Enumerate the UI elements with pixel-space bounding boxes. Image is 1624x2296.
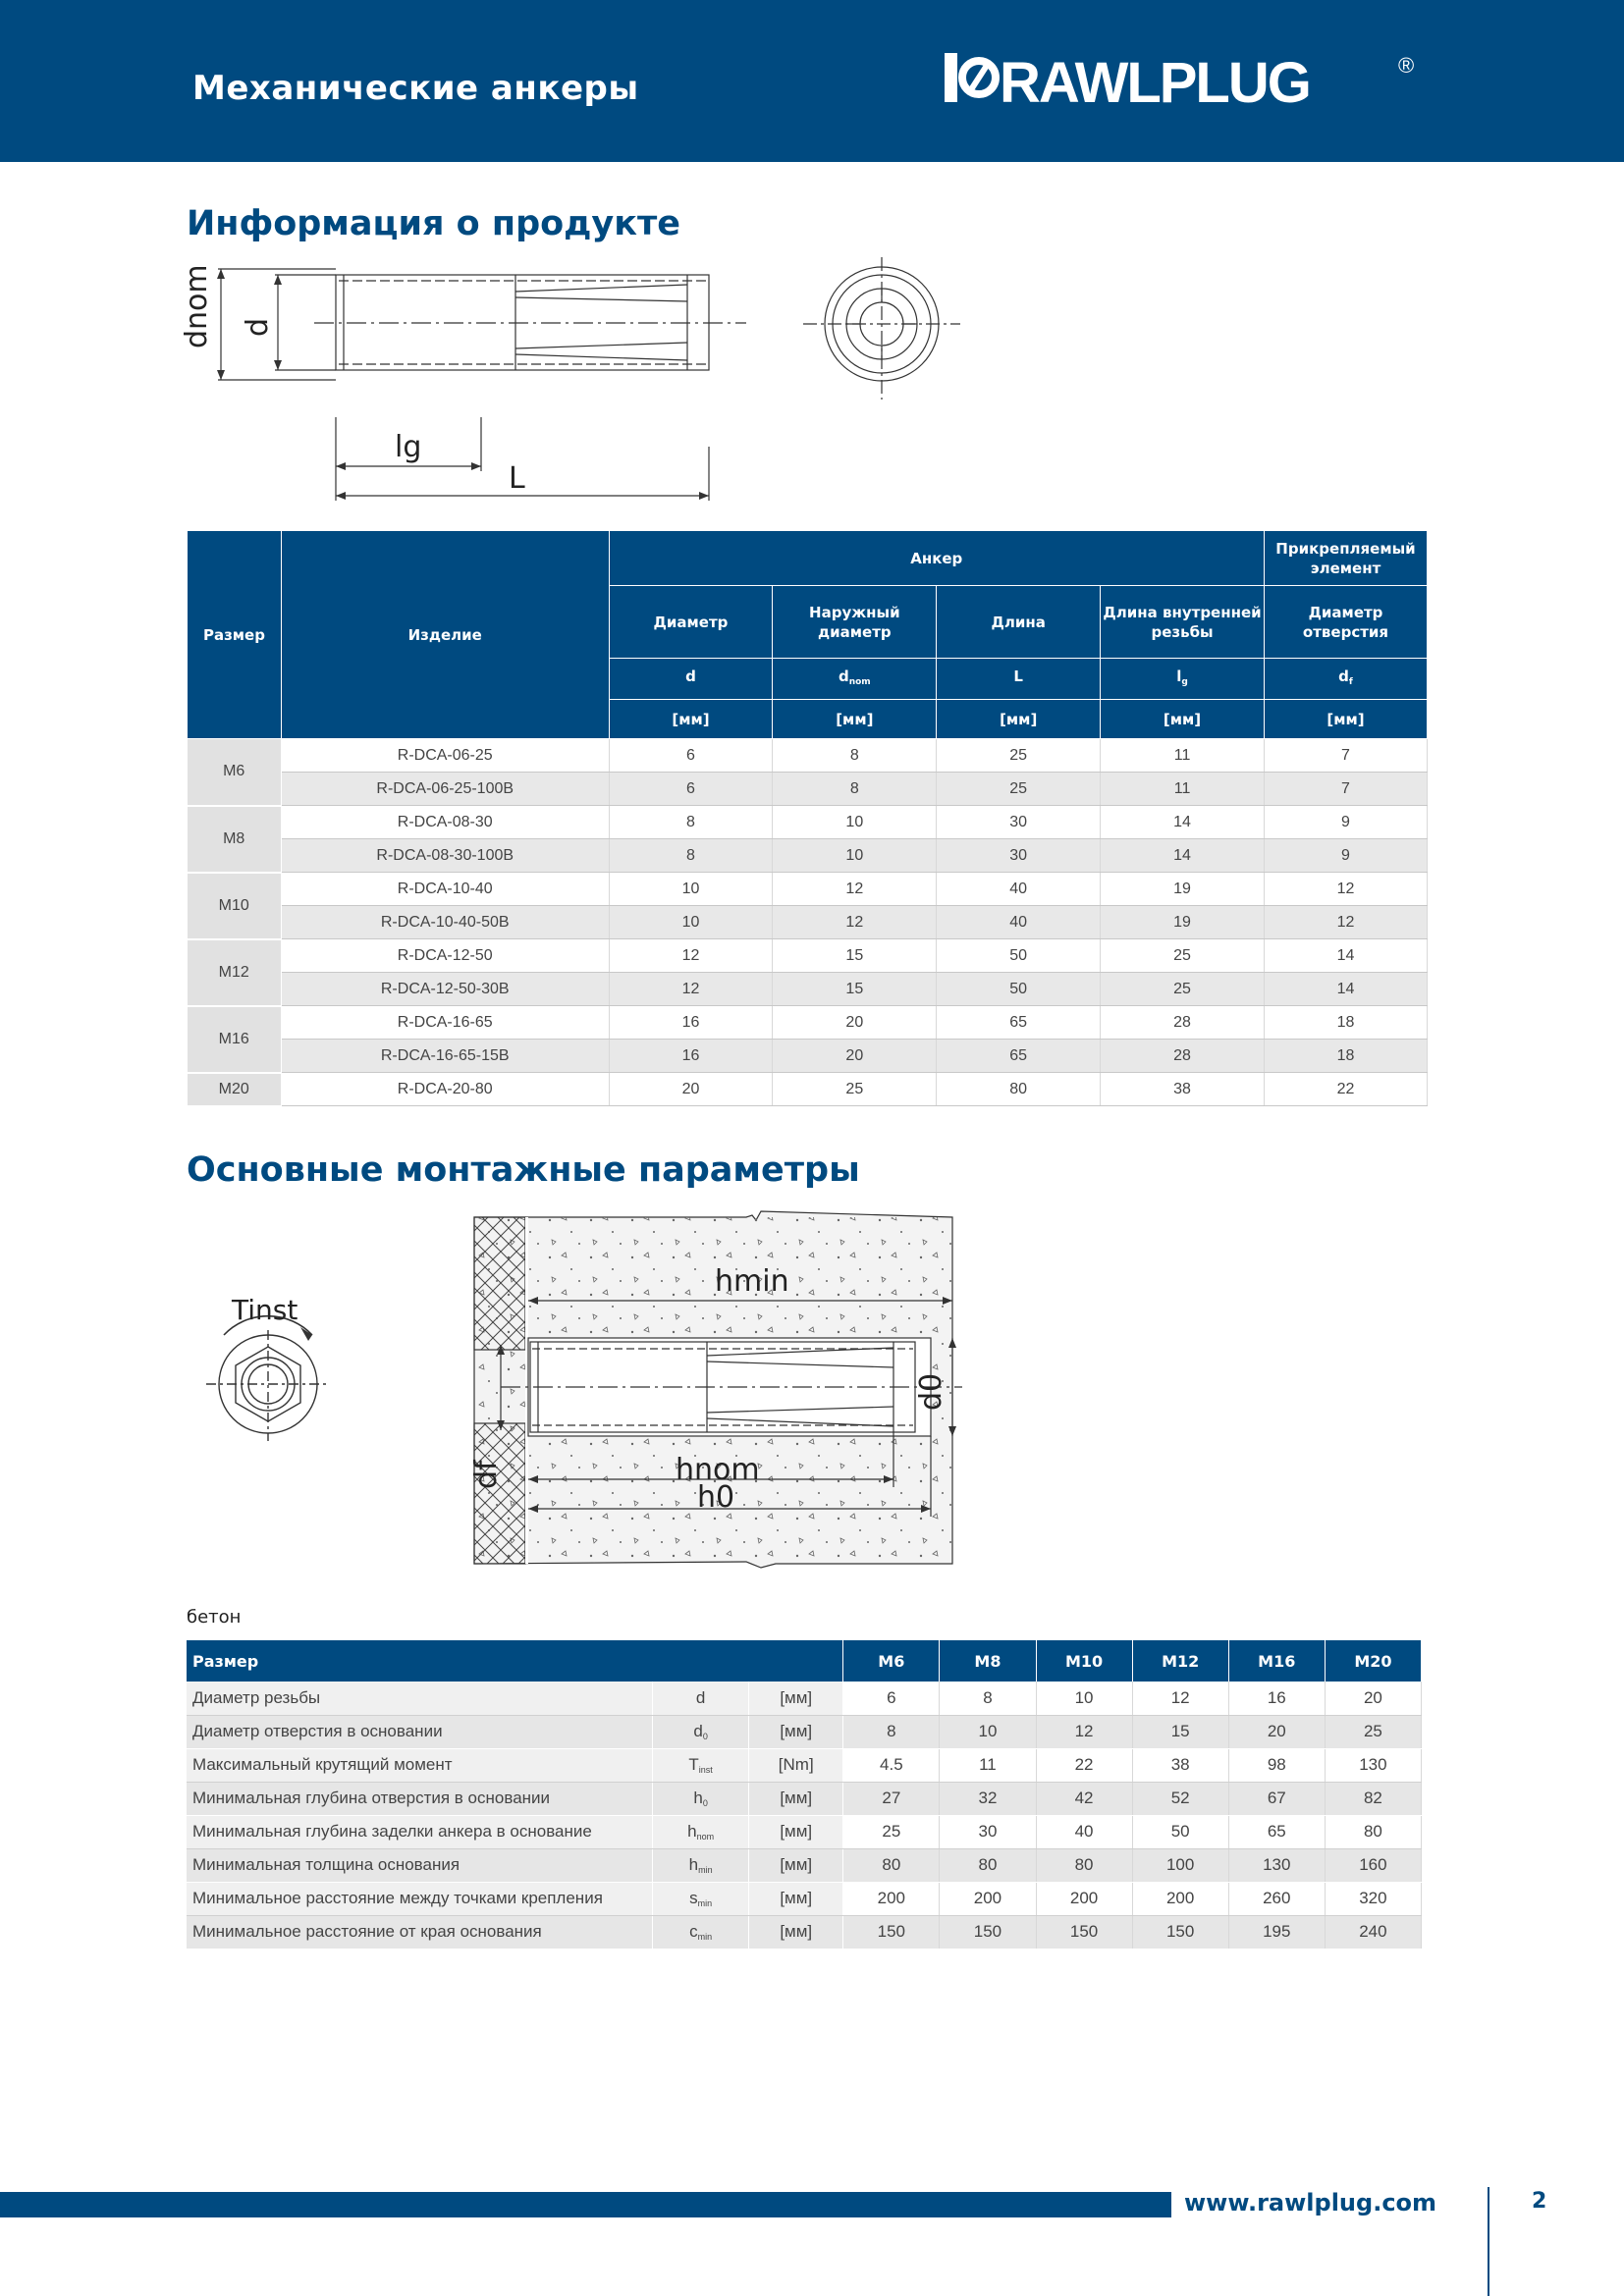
unit: [мм]: [1101, 700, 1265, 739]
table-row: Максимальный крутящий момент $T_{inst}$ [Nm] 4.5 11 22 38 98 130: [187, 1748, 1422, 1782]
header-diameter: Диаметр: [609, 586, 773, 659]
table-row: M16 R-DCA-16-65 16 20 65 28 18: [188, 1006, 1428, 1040]
symbol-d: d: [609, 659, 773, 700]
table-row: R-DCA-06-25-100B 6 8 25 11 7: [188, 773, 1428, 806]
concrete-label: бетон: [187, 1607, 242, 1628]
size-m6: M6: [843, 1640, 940, 1682]
table-row: R-DCA-12-50-30B 12 15 50 25 14: [188, 973, 1428, 1006]
symbol-dnom: $d_{nom}$: [773, 659, 937, 700]
installation-cross-section: [461, 1212, 972, 1575]
label-tinst: Tinst: [232, 1294, 298, 1326]
table-row: R-DCA-08-30-100B 8 10 30 14 9: [188, 839, 1428, 873]
table-row: Минимальная толщина основания $h_{min}$ [мм] 80 80 80 100 130 160: [187, 1848, 1422, 1882]
label-hnom: hnom: [676, 1453, 760, 1487]
symbol-lg: $l_g$: [1101, 659, 1265, 700]
symbol-df: $d_f$: [1264, 659, 1427, 700]
table-row: Диаметр отверстия в основании $d_0$ [мм] 8 10 12 15 20 25: [187, 1715, 1422, 1748]
header-outer-diameter: Наружный диаметр: [773, 586, 937, 659]
label-hmin: hmin: [715, 1264, 789, 1299]
size-cell: M8: [188, 806, 282, 873]
size-m12: M12: [1132, 1640, 1228, 1682]
anchor-side-drawing: [177, 260, 766, 515]
table-row: M20 R-DCA-20-80 20 25 80 38 22: [188, 1073, 1428, 1106]
anchor-end-view-drawing: [793, 257, 970, 404]
svg-text:®: ®: [1398, 53, 1415, 78]
table-row: R-DCA-10-40-50B 10 12 40 19 12: [188, 906, 1428, 939]
label-lg: lg: [395, 430, 422, 464]
unit: [мм]: [937, 700, 1101, 739]
rawlplug-logo: [945, 51, 1455, 112]
label-h0: h0: [697, 1480, 735, 1515]
table-row: M8 R-DCA-08-30 8 10 30 14 9: [188, 806, 1428, 839]
table-row: Минимальное расстояние от края основания $c_{min}$ [мм] 150 150 150 150 195 240: [187, 1915, 1422, 1949]
table-row: Минимальное расстояние между точками крепления $s_{min}$ [мм] 200 200 200 200 260 320: [187, 1882, 1422, 1915]
size-m20: M20: [1325, 1640, 1421, 1682]
header-fixture: Прикрепляемый элемент: [1264, 531, 1427, 586]
unit: [мм]: [1264, 700, 1427, 739]
table-row: M6 R-DCA-06-25 6 8 25 11 7: [188, 739, 1428, 773]
section-title-installation: Основные монтажные параметры: [187, 1150, 860, 1190]
page-number: 2: [1532, 2189, 1547, 2214]
size-cell: M20: [188, 1073, 282, 1106]
size-cell: M6: [188, 739, 282, 806]
table-row: Минимальная глубина заделки анкера в основание $h_{nom}$ [мм] 25 30 40 50 65 80: [187, 1815, 1422, 1848]
product-info-table: [187, 530, 1428, 1107]
table-row: R-DCA-16-65-15B 16 20 65 28 18: [188, 1040, 1428, 1073]
label-dnom: dnom: [180, 264, 214, 348]
footer-bar: [0, 2192, 1171, 2217]
header-product: Изделие: [281, 531, 609, 739]
size-cell: M10: [188, 873, 282, 939]
table-row: M10 R-DCA-10-40 10 12 40 19 12: [188, 873, 1428, 906]
torque-nut-drawing: [177, 1276, 363, 1472]
svg-text:RAWLPLUG: RAWLPLUG: [1000, 51, 1310, 112]
installation-parameters-table: [187, 1640, 1422, 1949]
label-L: L: [509, 461, 525, 496]
header-title: Механические анкеры: [192, 69, 639, 108]
size-m8: M8: [940, 1640, 1036, 1682]
unit: [мм]: [773, 700, 937, 739]
header-anchor: Анкер: [609, 531, 1264, 586]
table-row: Диаметр резьбы d [мм] 6 8 10 12 16 20: [187, 1682, 1422, 1715]
size-cell: M12: [188, 939, 282, 1006]
section-title-product-info: Информация о продукте: [187, 204, 681, 243]
footer-divider: [1488, 2187, 1489, 2296]
header-hole-diameter: Диаметр отверстия: [1264, 586, 1427, 659]
unit: [мм]: [609, 700, 773, 739]
label-d: d: [241, 317, 275, 337]
size-m16: M16: [1228, 1640, 1325, 1682]
table-row: Минимальная глубина отверстия в основании $h_0$ [мм] 27 32 42 52 67 82: [187, 1782, 1422, 1815]
header-length: Длина: [937, 586, 1101, 659]
header-size: Размер: [188, 531, 282, 739]
size-cell: M16: [188, 1006, 282, 1073]
table-row: M12 R-DCA-12-50 12 15 50 25 14: [188, 939, 1428, 973]
page-header: [0, 0, 1624, 162]
label-df: df: [469, 1460, 504, 1489]
size-m10: M10: [1036, 1640, 1132, 1682]
header-size: Размер: [187, 1640, 843, 1682]
header-internal-thread-length: Длина внутренней резьбы: [1101, 586, 1265, 659]
footer-website-link[interactable]: www.rawlplug.com: [1184, 2189, 1437, 2216]
symbol-L: L: [937, 659, 1101, 700]
label-d0: d0: [914, 1372, 948, 1411]
